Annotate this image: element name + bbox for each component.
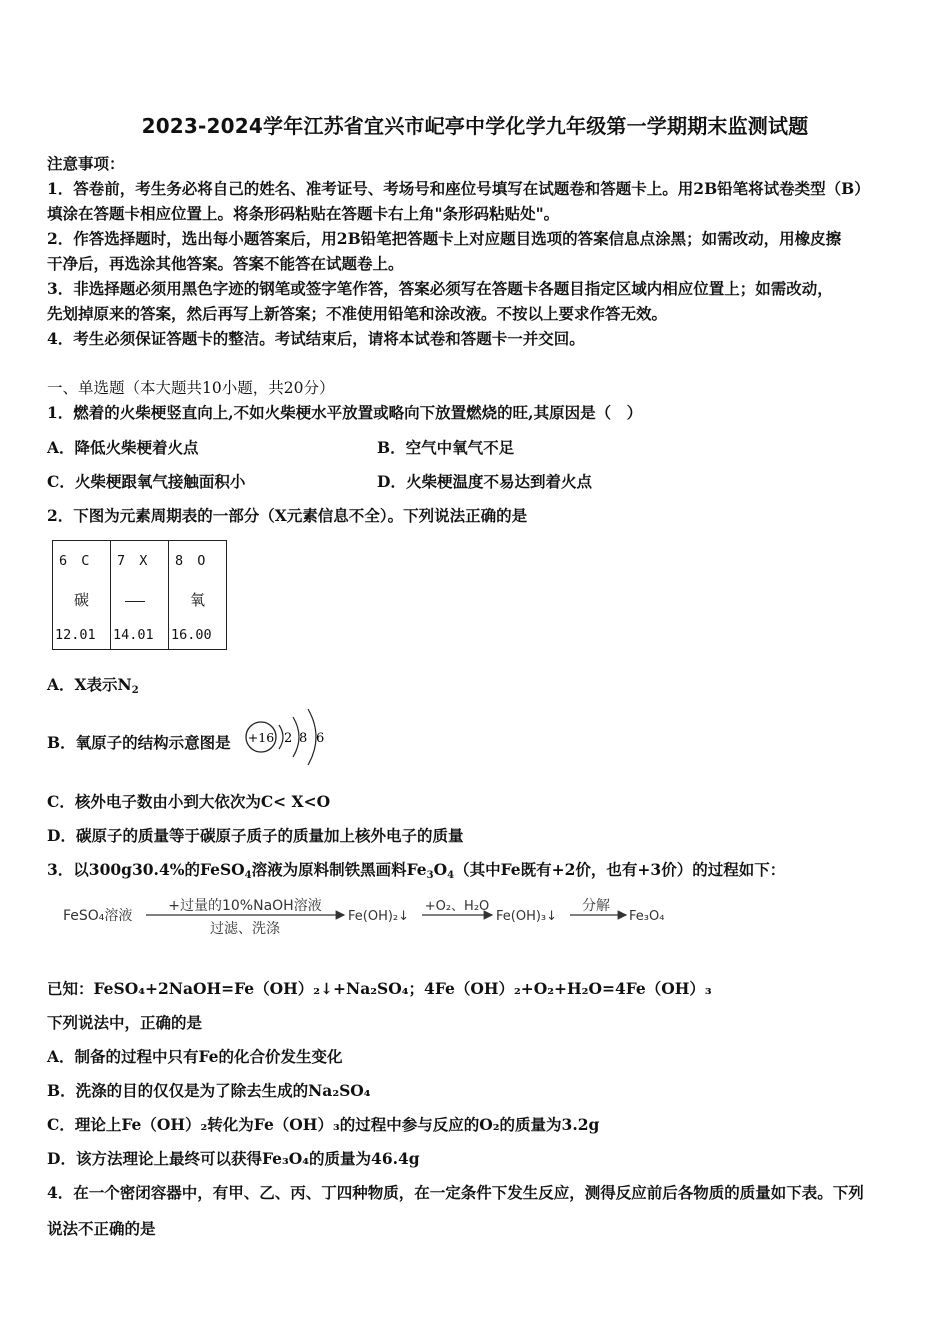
notice-heading: 注意事项： <box>47 154 125 173</box>
element-name: 氧 <box>189 591 205 609</box>
subscript: 4 <box>447 870 455 881</box>
q3-stem-part: O <box>433 860 448 879</box>
q3-option-a[interactable]: A．制备的过程中只有Fe的化合价发生变化 <box>47 1047 343 1066</box>
q2-option-a[interactable] <box>47 673 139 695</box>
element-cell-oxygen <box>169 541 227 650</box>
notice-line: 1．答卷前，考生务必将自己的姓名、准考证号、考场号和座位号填写在试题卷和答题卡上。用2B铅笔将试卷类型（B） <box>47 179 870 198</box>
q3-stem-part: 溶液为原料制铁黑画料Fe <box>251 860 427 879</box>
q3-stem-part: 3．以300g30.4%的FeSO <box>47 860 245 879</box>
notice-line: 2．作答选择题时，选出每小题答案后，用2B铅笔把答题卡上对应题目选项的答案信息点涂黑；如需改动，用橡皮擦 <box>47 229 842 248</box>
q3-known-equations: 已知：FeSO₄+2NaOH=Fe（OH）₂↓+Na₂SO₄；4Fe（OH）₂+O₂+H₂O=4Fe（OH）₃ <box>47 979 712 998</box>
q2-option-d[interactable]: D．碳原子的质量等于碳原子质子的质量加上核外电子的质量 <box>47 826 464 845</box>
q3-option-c[interactable]: C．理论上Fe（OH）₂转化为Fe（OH）₃的过程中参与反应的O₂的质量为3.2g <box>47 1115 600 1134</box>
q1-option-a[interactable]: A．降低火柴梗着火点 <box>47 438 199 457</box>
question-3-stem <box>47 858 785 880</box>
nucleus-label: +16 <box>247 730 275 745</box>
subscript: 2 <box>131 685 139 696</box>
q1-option-b[interactable]: B．空气中氧气不足 <box>377 438 515 457</box>
question-4-stem-continued: 说法不正确的是 <box>47 1219 156 1238</box>
shell-arc-1 <box>279 725 283 749</box>
notice-line: 3．非选择题必须用黑色字迹的钢笔或签字笔作答，答案必须写在答题卡各题目指定区域内相应位置上；如需改动， <box>47 279 833 298</box>
element-number-symbol: 7 X <box>117 553 151 569</box>
process-flow-diagram <box>60 893 680 943</box>
q2-option-c[interactable]: C．核外电子数由小到大依次为C< X<O <box>47 792 331 811</box>
flow-step1-bottom: 过滤、洗涤 <box>210 921 280 937</box>
shell-arc-3 <box>308 709 316 765</box>
element-mass: 12.01 <box>55 627 96 643</box>
shell-electrons-3: 6 <box>316 731 325 746</box>
flow-step1-top: +过量的10%NaOH溶液 <box>168 898 322 914</box>
q3-option-d[interactable]: D．该方法理论上最终可以获得Fe₃O₄的质量为46.4g <box>47 1149 420 1168</box>
question-4-stem: 4．在一个密闭容器中，有甲、乙、丙、丁四种物质，在一定条件下发生反应，测得反应前后各物质的质量如下表。下列 <box>47 1183 864 1202</box>
q3-option-b[interactable]: B．洗涤的目的仅仅是为了除去生成的Na₂SO₄ <box>47 1081 371 1100</box>
flow-step2-top: +O₂、H₂O <box>424 899 490 914</box>
element-mass: 14.01 <box>113 627 154 643</box>
section-heading: 一、单选题（本大题共10小题，共20分） <box>47 379 335 397</box>
element-cell-carbon <box>53 541 111 650</box>
element-cell-x <box>111 541 169 650</box>
notice-line: 先划掉原来的答案，然后再写上新答案；不准使用铅笔和涂改液。不按以上要求作答无效。 <box>47 304 668 323</box>
notice-line: 干净后，再选涂其他答案。答案不能答在试题卷上。 <box>47 254 404 273</box>
flow-mid1: Fe(OH)₂↓ <box>348 909 410 924</box>
q2-option-a-text: A．X表示N <box>47 675 132 694</box>
q1-option-c[interactable]: C．火柴梗跟氧气接触面积小 <box>47 472 246 491</box>
q1-option-d[interactable]: D．火柴梗温度不易达到着火点 <box>377 472 592 491</box>
element-name: 碳 <box>73 591 89 609</box>
flow-mid2: Fe(OH)₃↓ <box>496 909 558 924</box>
shell-electrons-1: 2 <box>284 731 293 746</box>
question-2-stem: 2．下图为元素周期表的一部分（X元素信息不全）。下列说法正确的是 <box>47 506 528 525</box>
q2-option-b[interactable]: B．氧原子的结构示意图是 <box>47 733 231 752</box>
q3-stem-part: （其中Fe既有+2价，也有+3价）的过程如下： <box>454 860 786 879</box>
element-number-symbol: 6 C <box>59 553 93 569</box>
element-name-blank <box>125 601 145 602</box>
flow-start: FeSO₄溶液 <box>63 908 133 924</box>
subscript: 4 <box>244 870 252 881</box>
notice-line: 填涂在答题卡相应位置上。将条形码粘贴在答题卡右上角"条形码粘贴处"。 <box>47 204 560 223</box>
element-mass: 16.00 <box>171 627 212 643</box>
notice-line: 4．考生必须保证答题卡的整洁。考试结束后，请将本试卷和答题卡一并交回。 <box>47 329 585 348</box>
q3-prompt: 下列说法中，正确的是 <box>47 1013 203 1032</box>
atom-structure-diagram <box>242 703 332 773</box>
question-1-stem: 1．燃着的火柴梗竖直向上,不如火柴梗水平放置或略向下放置燃烧的旺,其原因是（ ） <box>47 403 643 422</box>
subscript: 3 <box>426 870 434 881</box>
periodic-table-excerpt <box>52 540 227 650</box>
element-number-symbol: 8 O <box>175 553 209 569</box>
flow-step3-top: 分解 <box>582 898 610 914</box>
shell-electrons-2: 8 <box>299 731 308 746</box>
page-title: 2023-2024学年江苏省宜兴市屺亭中学化学九年级第一学期期末监测试题 <box>141 114 809 138</box>
flow-end: Fe₃O₄ <box>629 909 665 924</box>
